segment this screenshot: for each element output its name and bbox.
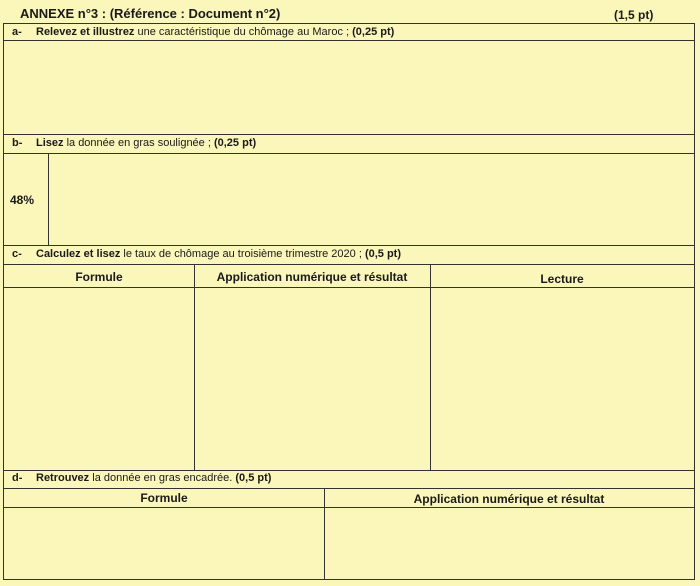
divider <box>4 470 694 471</box>
divider <box>4 153 694 154</box>
question-d: d- Retrouvez la donnée en gras encadrée. (0,5 pt) <box>12 472 272 484</box>
question-b: b- Lisez la donnée en gras soulignée ; (0,25 pt) <box>12 137 257 149</box>
column-header-formule: Formule <box>75 270 123 284</box>
total-points: (1,5 pt) <box>614 8 654 22</box>
question-c: c- Calculez et lisez le taux de chômage au troisième trimestre 2020 ; (0,5 pt) <box>12 248 402 260</box>
divider <box>4 40 694 41</box>
divider <box>4 245 694 246</box>
page-title: ANNEXE n°3 : (Référence : Document n°2) <box>20 6 281 21</box>
question-a: a- Relevez et illustrez une caractéristique du chômage au Maroc ; (0,25 pt) <box>12 26 395 38</box>
divider <box>4 264 694 265</box>
divider <box>4 507 694 508</box>
divider <box>4 134 694 135</box>
column-header-lecture: Lecture <box>540 272 584 286</box>
divider <box>4 488 694 489</box>
divider <box>194 264 195 470</box>
column-header-application: Application numérique et résultat <box>413 492 605 506</box>
divider <box>430 264 431 470</box>
column-header-formule: Formule <box>140 491 188 505</box>
column-header-application: Application numérique et résultat <box>216 270 408 284</box>
value-48-percent: 48% <box>10 193 35 207</box>
answer-table <box>3 23 695 580</box>
divider <box>48 153 49 245</box>
divider <box>4 287 694 288</box>
